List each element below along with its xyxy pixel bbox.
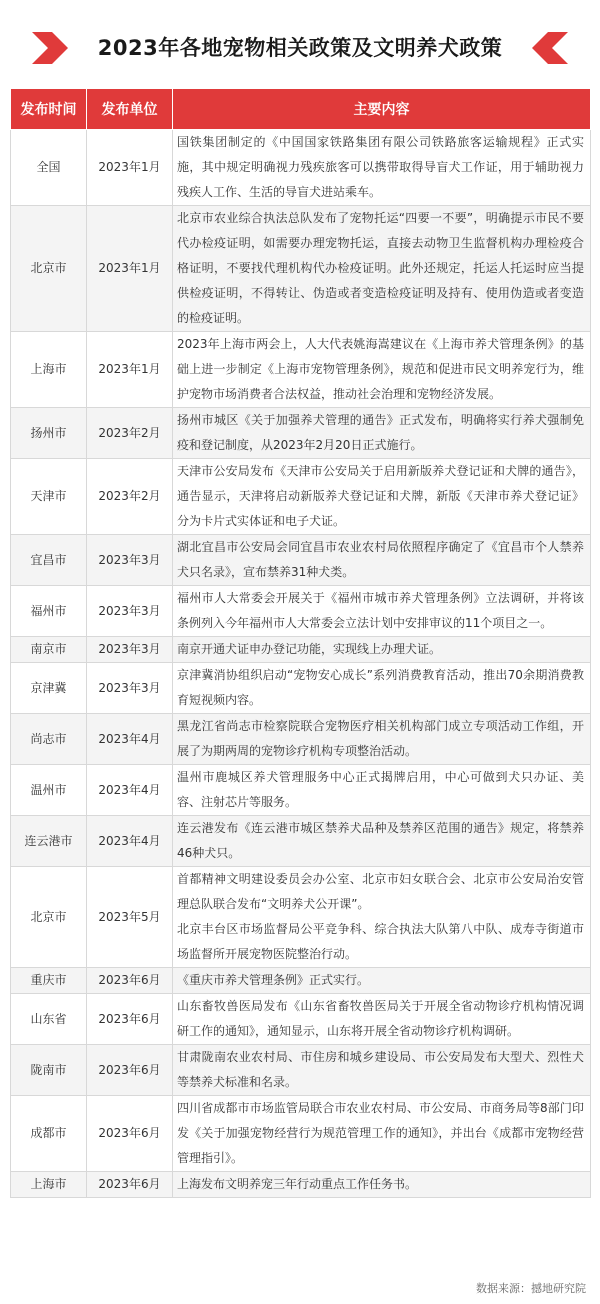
row-place: 上海市 — [11, 332, 87, 408]
row-content — [173, 1096, 591, 1172]
table-row — [11, 714, 591, 765]
row-content-paragraph: 福州市人大常委会开展关于《福州市城市养犬管理条例》立法调研，并将该条例列入今年福州市人大常委会立法计划中安排审议的11个项目之一。 — [177, 591, 584, 630]
table-row — [11, 637, 591, 663]
row-content — [173, 332, 591, 408]
table-header-row — [11, 89, 591, 130]
row-date: 2023年6月 — [87, 968, 173, 994]
row-content — [173, 1045, 591, 1096]
table-row — [11, 994, 591, 1045]
row-date: 2023年4月 — [87, 714, 173, 765]
row-content-paragraph: 扬州市城区《关于加强养犬管理的通告》正式发布，明确将实行养犬强制免疫和登记制度，从2023年2月20日正式施行。 — [177, 413, 584, 452]
row-content-paragraph: 连云港发布《连云港市城区禁养犬品种及禁养区范围的通告》规定，将禁养46种犬只。 — [177, 821, 584, 860]
row-place: 重庆市 — [11, 968, 87, 994]
header-place: 发布时间 — [11, 89, 87, 130]
table-row — [11, 459, 591, 535]
table-row — [11, 535, 591, 586]
row-content-paragraph: 黑龙江省尚志市检察院联合宠物医疗相关机构部门成立专项活动工作组，开展了为期两周的宠物诊疗机构专项整治活动。 — [177, 719, 584, 758]
row-place: 尚志市 — [11, 714, 87, 765]
arrow-left-icon — [528, 26, 572, 70]
row-date: 2023年2月 — [87, 459, 173, 535]
row-content-paragraph: 甘肃陇南农业农村局、市住房和城乡建设局、市公安局发布大型犬、烈性犬等禁养犬标准和名录。 — [177, 1050, 584, 1089]
row-content-paragraph: 首都精神文明建设委员会办公室、北京市妇女联合会、北京市公安局治安管理总队联合发布“文明养犬公开课”。 — [177, 872, 584, 911]
header-date: 发布单位 — [87, 89, 173, 130]
header — [0, 0, 600, 84]
row-content-paragraph: 天津市公安局发布《天津市公安局关于启用新版养犬登记证和犬牌的通告》，通告显示，天津将启动新版养犬登记证和犬牌，新版《天津市养犬登记证》分为卡片式实体证和电子犬证。 — [177, 464, 584, 528]
policy-table — [10, 88, 591, 1198]
row-content — [173, 714, 591, 765]
row-place: 京津冀 — [11, 663, 87, 714]
row-place: 宜昌市 — [11, 535, 87, 586]
table-row — [11, 867, 591, 968]
table-row — [11, 1045, 591, 1096]
row-date: 2023年1月 — [87, 332, 173, 408]
row-place: 温州市 — [11, 765, 87, 816]
row-content — [173, 816, 591, 867]
header-content: 主要内容 — [173, 89, 591, 130]
row-content — [173, 765, 591, 816]
row-content-paragraph: 北京丰台区市场监督局公平竞争科、综合执法大队第八中队、成寿寺街道市场监督所开展宠物医院整治行动。 — [177, 922, 584, 961]
row-content-paragraph: 2023年上海市两会上，人大代表姚海嵩建议在《上海市养犬管理条例》的基础上进一步制定《上海市宠物管理条例》，规范和促进市民文明养宠行为，维护宠物市场消费者合法权益，推动社会治理和宠物经济发展。 — [177, 337, 584, 401]
row-date: 2023年6月 — [87, 1096, 173, 1172]
row-content — [173, 1172, 591, 1198]
row-content — [173, 968, 591, 994]
table-row — [11, 130, 591, 206]
row-place: 北京市 — [11, 206, 87, 332]
row-place: 天津市 — [11, 459, 87, 535]
row-place: 福州市 — [11, 586, 87, 637]
table-row — [11, 765, 591, 816]
row-place: 全国 — [11, 130, 87, 206]
row-content-paragraph: 国铁集团制定的《中国国家铁路集团有限公司铁路旅客运输规程》正式实施，其中规定明确视力残疾旅客可以携带取得导盲犬工作证，用于辅助视力残疾人工作、生活的导盲犬进站乘车。 — [177, 135, 584, 199]
row-place: 北京市 — [11, 867, 87, 968]
table-row — [11, 968, 591, 994]
row-content-paragraph: 《重庆市养犬管理条例》正式实行。 — [177, 973, 370, 987]
row-date: 2023年3月 — [87, 637, 173, 663]
row-content — [173, 586, 591, 637]
table-row — [11, 408, 591, 459]
row-date: 2023年4月 — [87, 765, 173, 816]
data-source: 数据来源：撼地研究院 — [476, 1282, 586, 1295]
row-place: 南京市 — [11, 637, 87, 663]
row-date: 2023年6月 — [87, 1045, 173, 1096]
row-place: 陇南市 — [11, 1045, 87, 1096]
row-content — [173, 637, 591, 663]
row-place: 上海市 — [11, 1172, 87, 1198]
arrow-right-icon — [28, 26, 72, 70]
row-place: 成都市 — [11, 1096, 87, 1172]
row-date: 2023年6月 — [87, 994, 173, 1045]
table-row — [11, 1172, 591, 1198]
row-content — [173, 994, 591, 1045]
row-content-paragraph: 上海发布文明养宠三年行动重点工作任务书。 — [177, 1177, 418, 1191]
row-place: 山东省 — [11, 994, 87, 1045]
table-row — [11, 586, 591, 637]
table-row — [11, 1096, 591, 1172]
table-row — [11, 816, 591, 867]
table-row — [11, 663, 591, 714]
row-date: 2023年5月 — [87, 867, 173, 968]
row-content-paragraph: 南京开通犬证申办登记功能，实现线上办理犬证。 — [177, 642, 442, 656]
row-content-paragraph: 湖北宜昌市公安局会同宜昌市农业农村局依照程序确定了《宜昌市个人禁养犬只名录》，宣布禁养31种犬类。 — [177, 540, 584, 579]
row-content-paragraph: 京津冀消协组织启动“宠物安心成长”系列消费教育活动，推出70余期消费教育短视频内容。 — [177, 668, 584, 707]
table-row — [11, 332, 591, 408]
row-date: 2023年3月 — [87, 663, 173, 714]
row-content-paragraph: 北京市农业综合执法总队发布了宠物托运“四要一不要”，明确提示市民不要代办检疫证明，如需要办理宠物托运，直接去动物卫生监督机构办理检疫合格证明，不要找代理机构代办检疫证明。此外还规定，托运人托运时应当提供检疫证明，不得转让、伪造或者变造检疫证明及持有、使用伪造或者变造的检疫证明。 — [177, 211, 584, 325]
row-place: 连云港市 — [11, 816, 87, 867]
table-row — [11, 206, 591, 332]
page-title: 2023年各地宠物相关政策及文明养犬政策 — [97, 36, 503, 60]
row-content — [173, 459, 591, 535]
row-content-paragraph: 山东畜牧兽医局发布《山东省畜牧兽医局关于开展全省动物诊疗机构情况调研工作的通知》，通知显示，山东将开展全省动物诊疗机构调研。 — [177, 999, 584, 1038]
row-content — [173, 535, 591, 586]
row-content-paragraph: 温州市鹿城区养犬管理服务中心正式揭牌启用，中心可做到犬只办证、美容、注射芯片等服务。 — [177, 770, 584, 809]
row-date: 2023年4月 — [87, 816, 173, 867]
row-date: 2023年1月 — [87, 130, 173, 206]
row-content — [173, 206, 591, 332]
row-content-paragraph: 四川省成都市市场监管局联合市农业农村局、市公安局、市商务局等8部门印发《关于加强宠物经营行为规范管理工作的通知》，并出台《成都市宠物经营管理指引》。 — [177, 1101, 584, 1165]
row-content — [173, 663, 591, 714]
row-date: 2023年3月 — [87, 535, 173, 586]
row-content — [173, 130, 591, 206]
row-date: 2023年2月 — [87, 408, 173, 459]
row-date: 2023年6月 — [87, 1172, 173, 1198]
row-date: 2023年3月 — [87, 586, 173, 637]
row-date: 2023年1月 — [87, 206, 173, 332]
row-content — [173, 408, 591, 459]
row-content — [173, 867, 591, 968]
row-place: 扬州市 — [11, 408, 87, 459]
